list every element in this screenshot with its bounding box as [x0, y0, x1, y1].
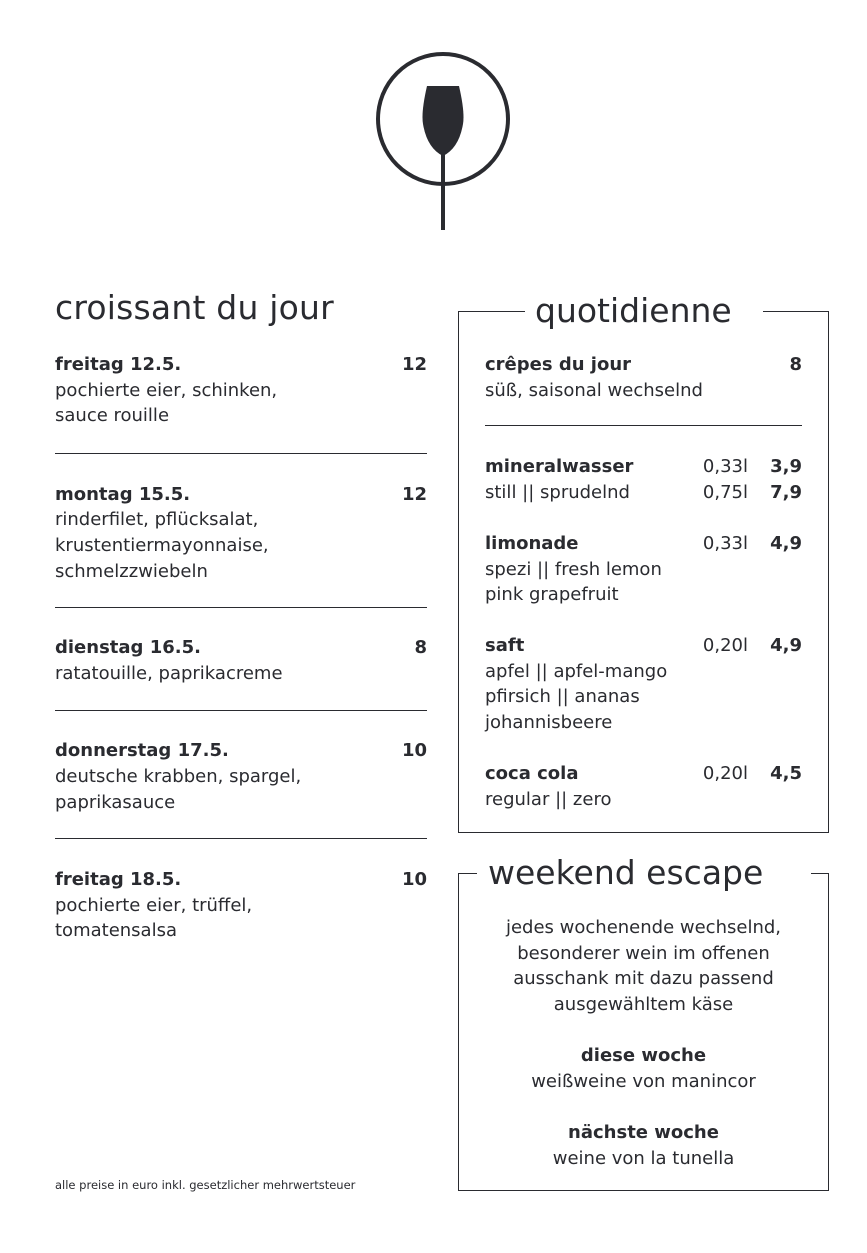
item-price: 8	[789, 354, 802, 375]
item-volume: 0,20l	[702, 763, 748, 784]
item-description: spezi || fresh lemon	[485, 558, 662, 580]
wine-glass-logo-icon	[373, 52, 513, 232]
divider	[55, 607, 427, 608]
item-name: coca cola	[485, 763, 579, 784]
item-description: johannisbeere	[485, 711, 613, 733]
this-week-label: diese woche	[580, 1045, 707, 1066]
divider	[55, 710, 427, 711]
intro-line: ausschank mit dazu passend	[513, 968, 774, 990]
item-price: 7,9	[770, 481, 802, 503]
limonade-item	[485, 531, 802, 608]
item-volume: 0,33l	[702, 456, 748, 477]
item-volume: 0,33l	[702, 533, 748, 554]
day-entry	[55, 352, 427, 429]
weekend-escape-title: weekend escape	[488, 853, 764, 892]
intro-line: besonderer wein im offenen	[517, 942, 770, 964]
day-name: montag 15.5.	[55, 483, 191, 505]
day-entry	[55, 738, 427, 815]
next-week	[469, 1120, 818, 1171]
day-name: dienstag 16.5.	[55, 637, 201, 659]
item-description: regular || zero	[485, 788, 612, 810]
box-top-border	[811, 873, 828, 874]
item-description: süß, saisonal wechselnd	[485, 379, 703, 401]
day-name: freitag 18.5.	[55, 869, 182, 891]
item-volume: 0,75l	[702, 481, 748, 503]
saft-item	[485, 633, 802, 735]
item-description: pfirsich || ananas	[485, 686, 640, 708]
day-description: pochierte eier, schinken, sauce rouille	[55, 379, 278, 427]
crepes-item	[485, 352, 802, 403]
day-name: donnerstag 17.5.	[55, 740, 229, 762]
divider	[55, 838, 427, 839]
item-name: crêpes du jour	[485, 354, 632, 375]
day-price: 12	[401, 354, 427, 375]
box-top-border	[763, 311, 828, 312]
item-price: 4,5	[770, 763, 802, 784]
item-name: saft	[485, 635, 525, 656]
day-entry	[55, 635, 427, 686]
price-footnote: alle preise in euro inkl. gesetzlicher mehrwertsteuer	[55, 1178, 356, 1192]
mineralwasser-item	[485, 454, 802, 505]
day-price: 10	[401, 740, 427, 762]
item-description: pink grapefruit	[485, 584, 619, 606]
day-price: 10	[401, 869, 427, 891]
box-top-border	[459, 311, 525, 312]
day-description: rinderfilet, pflücksalat, krustentiermayonnaise, schmelzzwiebeln	[55, 509, 269, 582]
day-description: pochierte eier, trüffel, tomatensalsa	[55, 894, 253, 942]
item-description: apfel || apfel-mango	[485, 660, 668, 682]
quotidienne-box	[458, 291, 829, 833]
day-description: ratatouille, paprikacreme	[55, 662, 283, 684]
day-entry	[55, 482, 427, 584]
next-week-wine: weine von la tunella	[552, 1147, 735, 1169]
day-price: 12	[401, 483, 427, 505]
item-volume: 0,20l	[702, 635, 748, 656]
coca-cola-item	[485, 761, 802, 812]
item-name: limonade	[485, 533, 579, 554]
item-price: 4,9	[770, 533, 802, 554]
intro-line: jedes wochenende wechselnd,	[505, 917, 781, 938]
this-week	[469, 1043, 818, 1094]
this-week-wine: weißweine von manincor	[531, 1070, 756, 1092]
day-price: 8	[414, 637, 427, 659]
divider	[485, 425, 802, 426]
croissant-du-jour-title: croissant du jour	[55, 288, 334, 327]
croissant-du-jour-section	[55, 286, 427, 944]
quotidienne-title: quotidienne	[535, 291, 732, 330]
item-name: mineralwasser	[485, 456, 634, 477]
item-price: 3,9	[770, 456, 802, 477]
box-top-border	[459, 873, 477, 874]
day-entry	[55, 867, 427, 944]
weekend-intro	[469, 915, 818, 1017]
divider	[55, 453, 427, 454]
day-name: freitag 12.5.	[55, 354, 182, 375]
day-description: deutsche krabben, spargel, paprikasauce	[55, 765, 302, 813]
item-description: still || sprudelnd	[485, 481, 630, 503]
intro-line: ausgewähltem käse	[553, 993, 734, 1015]
weekend-escape-box	[458, 853, 829, 1191]
next-week-label: nächste woche	[568, 1122, 719, 1143]
item-price: 4,9	[770, 635, 802, 656]
